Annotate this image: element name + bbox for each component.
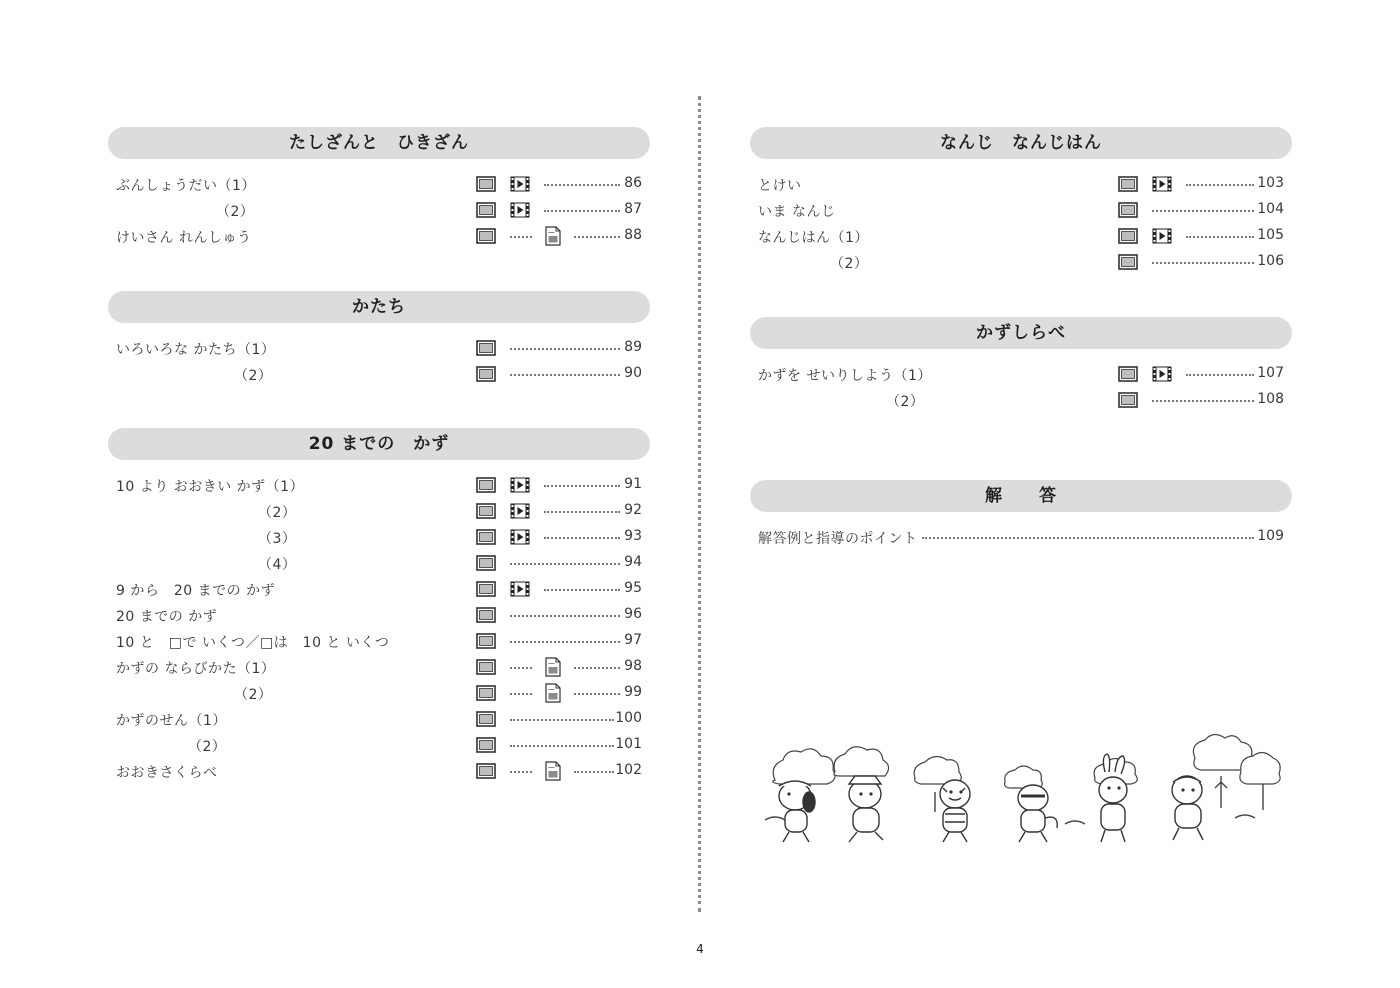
page-number: 101: [615, 736, 642, 752]
toc-entry[interactable]: [108, 628, 650, 654]
dot-leader: [574, 236, 620, 238]
toc-entry[interactable]: [108, 498, 650, 524]
section-title: なんじ なんじはん: [750, 127, 1292, 159]
section-title: 解 答: [750, 480, 1292, 512]
section-title: かずしらべ: [750, 317, 1292, 349]
entry-label: けいさん れんしゅう: [116, 230, 252, 246]
dot-leader: [922, 537, 1254, 539]
entry-label: かずを せいりしよう（1）: [758, 368, 932, 384]
video-play-icon[interactable]: [1152, 366, 1172, 382]
video-play-icon[interactable]: [510, 503, 530, 519]
entry-label: いろいろな かたち（1）: [116, 342, 276, 358]
dot-leader: [510, 236, 532, 238]
dot-leader: [544, 485, 620, 487]
toc-entry[interactable]: [108, 654, 650, 680]
entry-label: ぶんしょうだい（1）: [116, 178, 256, 194]
worksheet-icon[interactable]: [545, 226, 561, 246]
toc-entry[interactable]: [108, 758, 650, 784]
screen-icon: [476, 737, 496, 753]
screen-icon: [1118, 254, 1138, 270]
worksheet-icon[interactable]: [545, 657, 561, 677]
worksheet-icon[interactable]: [545, 761, 561, 781]
entry-label: （2）: [234, 368, 273, 384]
dot-leader: [1152, 210, 1254, 212]
screen-icon: [476, 176, 496, 192]
entry-label: （3）: [258, 531, 297, 547]
video-play-icon[interactable]: [510, 477, 530, 493]
screen-icon: [476, 340, 496, 356]
entry-label: （4）: [258, 557, 297, 573]
worksheet-icon[interactable]: [545, 683, 561, 703]
toc-entry[interactable]: [108, 524, 650, 550]
dot-leader: [574, 667, 620, 669]
page-number: 97: [624, 632, 642, 648]
toc-entry[interactable]: [750, 171, 1292, 197]
toc-entry[interactable]: [108, 171, 650, 197]
screen-icon: [476, 581, 496, 597]
dot-leader: [510, 348, 620, 350]
screen-icon: [476, 659, 496, 675]
video-play-icon[interactable]: [1152, 228, 1172, 244]
page-number: 100: [615, 710, 642, 726]
section-tashizan: [108, 127, 650, 249]
entry-label: 10 と □で いくつ／□は 10 と いくつ: [116, 635, 390, 651]
page-divider: [698, 96, 701, 912]
page-number: 108: [1257, 391, 1284, 407]
entry-label: （2）: [830, 256, 869, 272]
dot-leader: [510, 667, 532, 669]
entry-label: おおきさくらべ: [116, 765, 218, 781]
entry-label: 20 までの かず: [116, 609, 218, 625]
section-katachi: [108, 291, 650, 387]
dot-leader: [544, 511, 620, 513]
dot-leader: [574, 771, 614, 773]
screen-icon: [1118, 176, 1138, 192]
toc-entry[interactable]: [750, 249, 1292, 275]
toc-entry[interactable]: [750, 197, 1292, 223]
entry-label: かずの ならびかた（1）: [116, 661, 276, 677]
page-number: 106: [1257, 253, 1284, 269]
video-play-icon[interactable]: [510, 581, 530, 597]
toc-entry[interactable]: [750, 361, 1292, 387]
section-kazu20: [108, 428, 650, 784]
page-number: 93: [624, 528, 642, 544]
dot-leader: [510, 563, 620, 565]
screen-icon: [476, 711, 496, 727]
toc-entry[interactable]: [750, 387, 1292, 413]
section-title: たしざんと ひきざん: [108, 127, 650, 159]
section-title: 20 までの かず: [108, 428, 650, 460]
screen-icon: [476, 477, 496, 493]
entry-label: 解答例と指導のポイント: [758, 531, 918, 547]
entry-label: （2）: [258, 505, 297, 521]
page-number: 95: [624, 580, 642, 596]
screen-icon: [476, 607, 496, 623]
entry-label: （2）: [216, 204, 255, 220]
entry-label: （2）: [234, 687, 273, 703]
video-play-icon[interactable]: [510, 529, 530, 545]
toc-entry[interactable]: [108, 706, 650, 732]
dot-leader: [510, 615, 620, 617]
screen-icon: [476, 763, 496, 779]
dot-leader: [1152, 400, 1254, 402]
hiking-animals-illustration: [765, 732, 1285, 852]
toc-entry[interactable]: [108, 576, 650, 602]
toc-entry[interactable]: [108, 732, 650, 758]
screen-icon: [1118, 202, 1138, 218]
page-number: 88: [624, 227, 642, 243]
page-number: 86: [624, 175, 642, 191]
dot-leader: [510, 641, 620, 643]
page-number: 105: [1257, 227, 1284, 243]
page-number: 87: [624, 201, 642, 217]
entry-label: 9 から 20 までの かず: [116, 583, 276, 599]
dot-leader: [544, 184, 620, 186]
page-number: 92: [624, 502, 642, 518]
page-number: 107: [1257, 365, 1284, 381]
toc-entry[interactable]: [108, 472, 650, 498]
page-number: 90: [624, 365, 642, 381]
dot-leader: [510, 771, 532, 773]
screen-icon: [476, 555, 496, 571]
page-number: 94: [624, 554, 642, 570]
dot-leader: [1186, 374, 1254, 376]
page-number-footer: 4: [696, 942, 704, 956]
screen-icon: [476, 503, 496, 519]
dot-leader: [1186, 184, 1254, 186]
section-nanji: [750, 127, 1292, 275]
page-number: 109: [1257, 528, 1284, 544]
dot-leader: [574, 693, 620, 695]
section-kazushirabe: [750, 317, 1292, 413]
toc-entry[interactable]: [108, 602, 650, 628]
section-title: かたち: [108, 291, 650, 323]
toc-entry[interactable]: [108, 550, 650, 576]
screen-icon: [1118, 228, 1138, 244]
section-kaitou: [750, 480, 1292, 550]
toc-entry[interactable]: [108, 335, 650, 361]
page-number: 103: [1257, 175, 1284, 191]
video-play-icon[interactable]: [510, 202, 530, 218]
page-number: 102: [615, 762, 642, 778]
page-number: 99: [624, 684, 642, 700]
dot-leader: [510, 745, 614, 747]
screen-icon: [1118, 366, 1138, 382]
dot-leader: [510, 374, 620, 376]
toc-entry[interactable]: [108, 680, 650, 706]
toc-entry[interactable]: [750, 223, 1292, 249]
screen-icon: [1118, 392, 1138, 408]
screen-icon: [476, 685, 496, 701]
page-number: 89: [624, 339, 642, 355]
entry-label: なんじはん（1）: [758, 230, 869, 246]
video-play-icon[interactable]: [1152, 176, 1172, 192]
entry-label: （2）: [886, 394, 925, 410]
page-number: 96: [624, 606, 642, 622]
video-play-icon[interactable]: [510, 176, 530, 192]
toc-entry[interactable]: [108, 197, 650, 223]
entry-label: いま なんじ: [758, 204, 836, 220]
dot-leader: [544, 210, 620, 212]
page-number: 104: [1257, 201, 1284, 217]
dot-leader: [1152, 262, 1254, 264]
dot-leader: [1186, 236, 1254, 238]
dot-leader: [510, 693, 532, 695]
screen-icon: [476, 366, 496, 382]
entry-label: とけい: [758, 178, 802, 194]
dot-leader: [544, 537, 620, 539]
screen-icon: [476, 202, 496, 218]
entry-label: （2）: [188, 739, 227, 755]
dot-leader: [544, 589, 620, 591]
toc-entry[interactable]: [750, 524, 1292, 550]
entry-label: 10 より おおきい かず（1）: [116, 479, 305, 495]
toc-entry[interactable]: [108, 361, 650, 387]
page-number: 91: [624, 476, 642, 492]
dot-leader: [510, 719, 614, 721]
screen-icon: [476, 633, 496, 649]
page-number: 98: [624, 658, 642, 674]
toc-entry[interactable]: [108, 223, 650, 249]
entry-label: かずのせん（1）: [116, 713, 227, 729]
screen-icon: [476, 529, 496, 545]
screen-icon: [476, 228, 496, 244]
